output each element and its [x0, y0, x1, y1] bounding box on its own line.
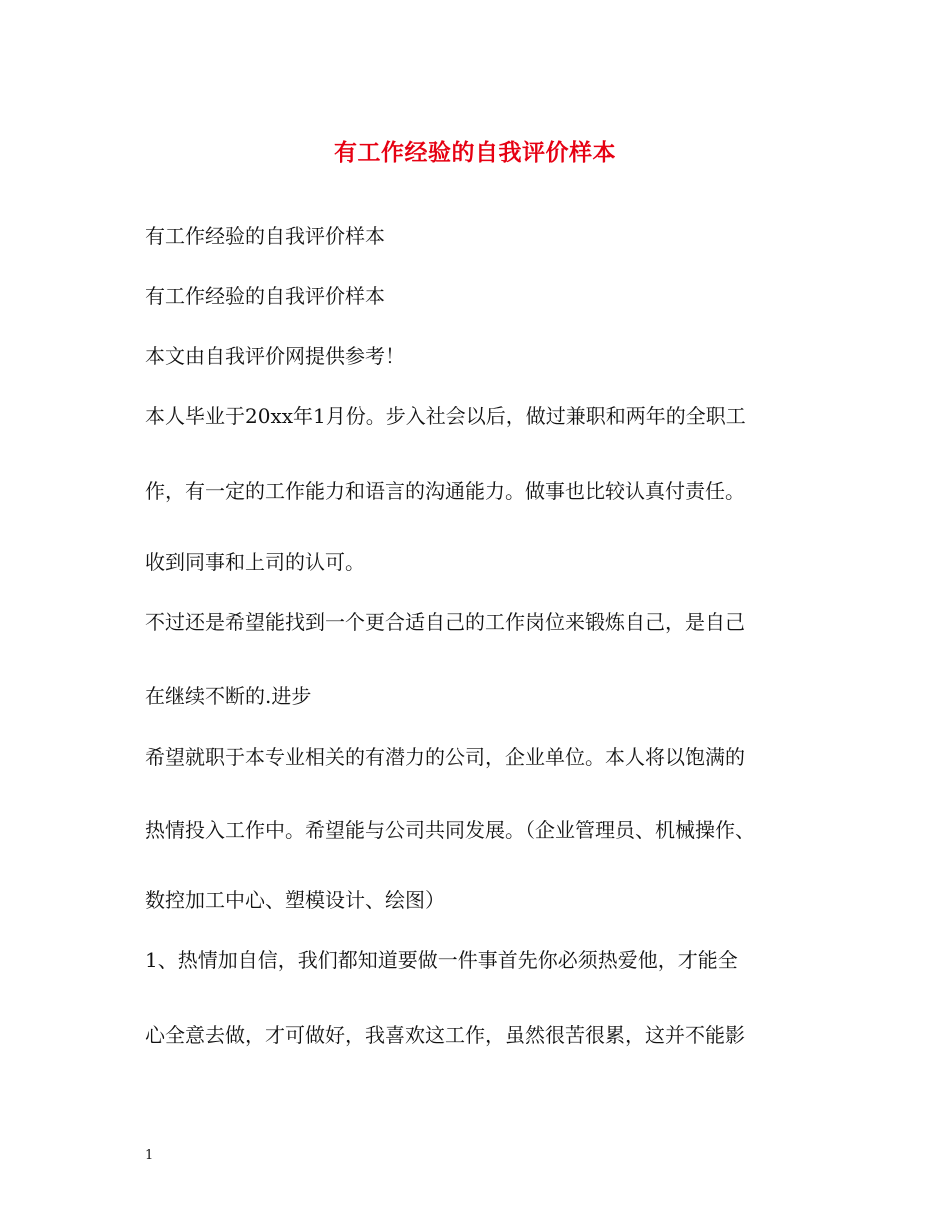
text-line: 有工作经验的自我评价样本 [145, 284, 385, 308]
page-number: 1 [145, 1148, 154, 1163]
text-line: 本文由自我评价网提供参考！ [145, 344, 405, 368]
text-line: 收到同事和上司的认可。 [145, 550, 365, 574]
text-line: 本人毕业于20xx年1月份。步入社会以后，做过兼职和两年的全职工 [145, 404, 746, 428]
text-line: 热情投入工作中。希望能与公司共同发展。（企业管理员、机械操作、 [145, 818, 755, 842]
text-line: 在继续不断的.进步 [145, 684, 312, 708]
text-line: 有工作经验的自我评价样本 [145, 224, 385, 248]
text-line: 心全意去做，才可做好，我喜欢这工作，虽然很苦很累，这并不能影 [145, 1023, 745, 1047]
document-title: 有工作经验的自我评价样本 [334, 139, 616, 166]
text-line: 作，有一定的工作能力和语言的沟通能力。做事也比较认真付责任。 [145, 479, 745, 503]
text-line: 不过还是希望能找到一个更合适自己的工作岗位来锻炼自己，是自己 [145, 610, 745, 634]
text-line: 1、热情加自信，我们都知道要做一件事首先你必须热爱他，才能全 [145, 948, 738, 972]
text-line: 希望就职于本专业相关的有潜力的公司，企业单位。本人将以饱满的 [145, 745, 745, 769]
text-line: 数控加工中心、塑模设计、绘图） [145, 888, 445, 912]
